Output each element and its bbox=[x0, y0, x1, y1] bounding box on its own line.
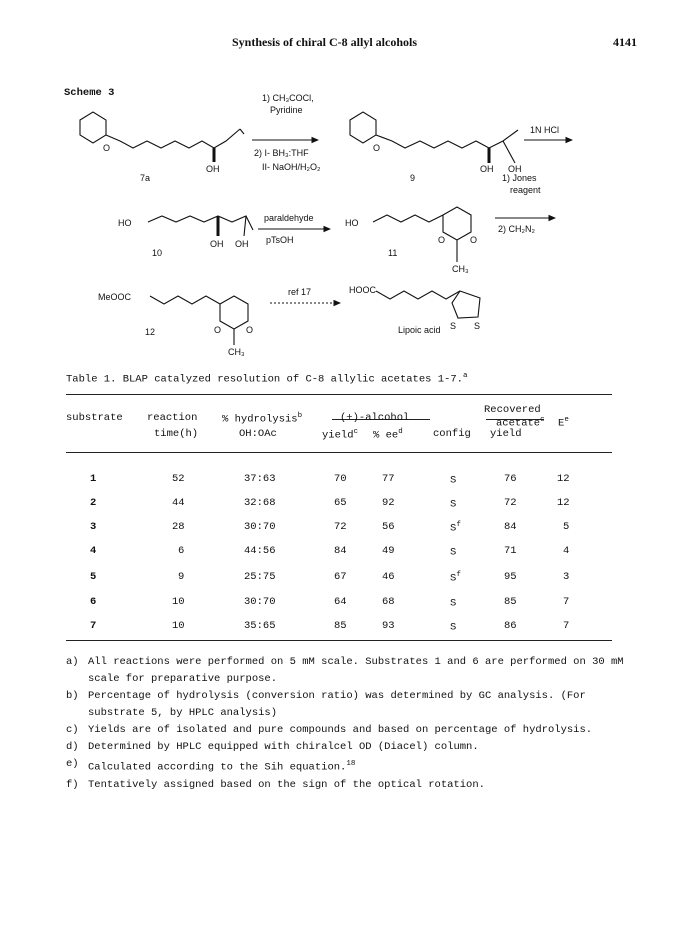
atom-s-1: S bbox=[450, 321, 457, 331]
dioxane-ring-12 bbox=[220, 296, 248, 329]
table-bottom-rule bbox=[66, 640, 612, 641]
reaction-scheme bbox=[0, 0, 680, 370]
cell-ee: 56 bbox=[382, 521, 395, 533]
th-reaction: reaction bbox=[147, 412, 198, 424]
table-top-rule bbox=[66, 394, 612, 395]
cell-time: 28 bbox=[172, 521, 185, 533]
atom-oh-7a: OH bbox=[206, 164, 220, 174]
reagent-step1-l3: 2) I- BH₃:THF bbox=[254, 148, 309, 158]
cell-time: 10 bbox=[172, 596, 185, 608]
label-9: 9 bbox=[410, 173, 416, 183]
atom-ch3-11: CH₃ bbox=[452, 264, 469, 274]
cell-config bbox=[450, 620, 456, 634]
table-caption bbox=[66, 372, 467, 386]
cell-e: 3 bbox=[563, 571, 570, 583]
cell-yield: 72 bbox=[334, 521, 347, 533]
cell-yield: 65 bbox=[334, 497, 347, 509]
cell-config bbox=[450, 473, 456, 487]
atom-ho-10: HO bbox=[118, 218, 132, 228]
atom-o-11a: O bbox=[438, 235, 446, 245]
atom-ho-11: HO bbox=[345, 218, 359, 228]
atom-o-9: O bbox=[373, 143, 381, 153]
reagent-step1-l4: II- NaOH/H₂O₂ bbox=[262, 162, 321, 172]
cell-ee: 68 bbox=[382, 596, 395, 608]
cell-ee: 77 bbox=[382, 473, 395, 485]
dioxane-ring-11 bbox=[443, 207, 471, 240]
reagent-step4-l2: reagent bbox=[510, 185, 541, 195]
footnote-sup: 18 bbox=[346, 760, 356, 768]
cell-acetate: 71 bbox=[504, 545, 517, 557]
cell-yield: 84 bbox=[334, 545, 347, 557]
cell-config bbox=[450, 521, 461, 535]
cell-e: 7 bbox=[563, 620, 570, 632]
cell-yield: 67 bbox=[334, 571, 347, 583]
footnote-label: f) bbox=[66, 778, 79, 791]
cell-config bbox=[450, 571, 461, 585]
atom-o-11b: O bbox=[470, 235, 478, 245]
th-e-sup: e bbox=[564, 416, 569, 424]
th-substrate: substrate bbox=[66, 412, 123, 424]
th-ohoac: OH:OAc bbox=[239, 428, 277, 440]
chain-9 bbox=[376, 130, 518, 148]
atom-s-2: S bbox=[474, 321, 481, 331]
label-lipoic: Lipoic acid bbox=[398, 325, 441, 335]
th-hydrolysis-sup: b bbox=[297, 412, 303, 420]
cell-config bbox=[450, 596, 456, 610]
cell-ratio: 30:70 bbox=[244, 596, 276, 608]
dithiolane-ring bbox=[452, 291, 480, 318]
cell-acetate: 84 bbox=[504, 521, 517, 533]
atom-oh-10a: OH bbox=[210, 239, 224, 249]
th-alcohol: (+)-alcohol bbox=[340, 412, 410, 424]
footnote-label: b) bbox=[66, 690, 79, 702]
footnote bbox=[66, 756, 626, 777]
cell-acetate: 86 bbox=[504, 620, 517, 632]
atom-o-7a: O bbox=[103, 143, 111, 153]
th-ee bbox=[373, 428, 403, 442]
footnote bbox=[66, 739, 626, 756]
footnote-label: a) bbox=[66, 656, 79, 668]
cell-time: 9 bbox=[178, 571, 185, 583]
cell-acetate: 95 bbox=[504, 571, 517, 583]
cell-config-text: S bbox=[450, 498, 457, 511]
cell-e: 12 bbox=[557, 473, 570, 485]
cell-e: 4 bbox=[563, 545, 570, 557]
cell-substrate: 3 bbox=[90, 521, 97, 533]
cell-ratio: 35:65 bbox=[244, 620, 276, 632]
cell-config-text: S bbox=[450, 621, 457, 634]
thp-ring-9 bbox=[350, 112, 376, 143]
table-header-rule bbox=[66, 452, 612, 453]
footnotes bbox=[66, 654, 626, 794]
footnote-text: Determined by HPLC equipped with chiralcel OD (Diacel) column. bbox=[88, 741, 479, 753]
chain-12 bbox=[150, 296, 220, 304]
atom-oh-9b: OH bbox=[508, 164, 522, 174]
cell-time: 52 bbox=[172, 473, 185, 485]
reagent-step3-l1: paraldehyde bbox=[264, 213, 314, 223]
cell-ratio: 25:75 bbox=[244, 571, 276, 583]
th-ee-sup: d bbox=[398, 428, 403, 436]
cell-substrate: 5 bbox=[90, 571, 97, 583]
chain-10 bbox=[148, 216, 253, 230]
caption-text: Table 1. BLAP catalyzed resolution of C-8 allylic acetates 1-7. bbox=[66, 373, 463, 386]
cell-ratio: 44:56 bbox=[244, 545, 276, 557]
th-config: config bbox=[433, 428, 471, 440]
footnote-text: Tentatively assigned based on the sign of the optical rotation. bbox=[88, 778, 485, 791]
footnote bbox=[66, 722, 626, 739]
atom-o-12b: O bbox=[246, 325, 254, 335]
cell-config-sup: f bbox=[456, 521, 461, 529]
cell-config-text: S bbox=[450, 474, 457, 487]
reagent-step3-l2: pTsOH bbox=[266, 235, 294, 245]
th-yield-text: yield bbox=[322, 429, 354, 442]
cell-ee: 49 bbox=[382, 545, 395, 557]
atom-o-12a: O bbox=[214, 325, 222, 335]
scheme-label: Scheme 3 bbox=[64, 87, 115, 99]
cell-config bbox=[450, 545, 456, 559]
cell-ee: 46 bbox=[382, 571, 395, 583]
thp-ring-7a bbox=[80, 112, 106, 143]
th-hydrolysis bbox=[222, 412, 302, 426]
footnote-label: e) bbox=[66, 758, 79, 770]
atom-meooc-12: MeOOC bbox=[98, 292, 132, 302]
cell-config-sup: f bbox=[456, 571, 461, 579]
th-r-yield: yield bbox=[490, 428, 522, 440]
cell-substrate: 4 bbox=[90, 545, 97, 557]
reagent-step2: 1N HCl bbox=[530, 125, 560, 135]
th-e bbox=[558, 416, 569, 430]
label-12: 12 bbox=[145, 327, 156, 337]
cell-ratio: 32:68 bbox=[244, 497, 276, 509]
th-ee-text: % ee bbox=[373, 429, 399, 442]
cell-ratio: 30:70 bbox=[244, 521, 276, 533]
reagent-step1-l2: Pyridine bbox=[270, 105, 303, 115]
page-number: 4141 bbox=[613, 35, 637, 49]
chain-lipoic bbox=[376, 291, 460, 299]
cell-acetate: 72 bbox=[504, 497, 517, 509]
atom-oh-9a: OH bbox=[480, 164, 494, 174]
cell-config bbox=[450, 497, 456, 511]
cell-substrate: 1 bbox=[90, 473, 97, 485]
cell-config-text: S bbox=[450, 572, 457, 585]
footnote-text: Yields are of isolated and pure compounds and based on percentage of hydrolysis. bbox=[88, 724, 593, 736]
th-e-text: E bbox=[558, 417, 565, 430]
cell-ee: 92 bbox=[382, 497, 395, 509]
cell-time: 6 bbox=[178, 545, 185, 557]
reagent-step4-l1: 1) Jones bbox=[502, 173, 537, 183]
cell-yield: 70 bbox=[334, 473, 347, 485]
atom-hooc-lipoic: HOOC bbox=[349, 285, 376, 295]
chain-11 bbox=[373, 215, 443, 222]
cell-e: 12 bbox=[557, 497, 570, 509]
footnote-label: d) bbox=[66, 741, 79, 753]
cell-config-text: S bbox=[450, 546, 457, 559]
cell-ratio: 37:63 bbox=[244, 473, 276, 485]
cell-time: 10 bbox=[172, 620, 185, 632]
reagent-step5: ref 17 bbox=[288, 287, 312, 297]
header-title: Synthesis of chiral C-8 allyl alcohols bbox=[232, 35, 418, 49]
cell-time: 44 bbox=[172, 497, 185, 509]
th-yield-sup: c bbox=[353, 428, 359, 436]
footnote-text: Calculated according to the Sih equation. bbox=[88, 761, 347, 774]
th-acetate-sup: c bbox=[540, 416, 545, 424]
cell-e: 7 bbox=[563, 596, 570, 608]
th-time: time(h) bbox=[154, 428, 199, 440]
cell-e: 5 bbox=[563, 521, 570, 533]
cell-yield: 85 bbox=[334, 620, 347, 632]
footnote bbox=[66, 688, 626, 722]
atom-ch3-12: CH₃ bbox=[228, 347, 245, 357]
footnote bbox=[66, 654, 626, 688]
cell-substrate: 2 bbox=[90, 497, 97, 509]
cell-substrate: 6 bbox=[90, 596, 97, 608]
chain-7a bbox=[106, 129, 240, 148]
th-acetate-text: acetate bbox=[496, 417, 541, 430]
th-recovered: Recovered bbox=[484, 404, 541, 416]
label-7a: 7a bbox=[140, 173, 151, 183]
th-hydrolysis-text: % hydrolysis bbox=[222, 413, 298, 426]
reagent-step4-l3: 2) CH₂N₂ bbox=[498, 224, 535, 234]
cell-config-text: S bbox=[450, 597, 457, 610]
caption-sup: a bbox=[462, 372, 468, 380]
footnote-label: c) bbox=[66, 724, 79, 736]
cell-substrate: 7 bbox=[90, 620, 97, 632]
reagent-step1-l1: 1) CH₃COCl, bbox=[262, 93, 314, 103]
label-11: 11 bbox=[388, 248, 398, 258]
footnote-text: All reactions were performed on 5 mM scale. Substrates 1 and 6 are performed on 30 mM scale for preparative purpose. bbox=[88, 656, 624, 685]
th-yield bbox=[322, 428, 358, 442]
cell-acetate: 76 bbox=[504, 473, 517, 485]
atom-oh-10b: OH bbox=[235, 239, 249, 249]
cell-ee: 93 bbox=[382, 620, 395, 632]
cell-yield: 64 bbox=[334, 596, 347, 608]
footnote bbox=[66, 777, 626, 794]
footnote-text: Percentage of hydrolysis (conversion ratio) was determined by GC analysis. (For substrate 5, by HPLC analysis) bbox=[88, 690, 586, 719]
label-10: 10 bbox=[152, 248, 163, 258]
cell-config-text: S bbox=[450, 522, 457, 535]
cell-acetate: 85 bbox=[504, 596, 517, 608]
